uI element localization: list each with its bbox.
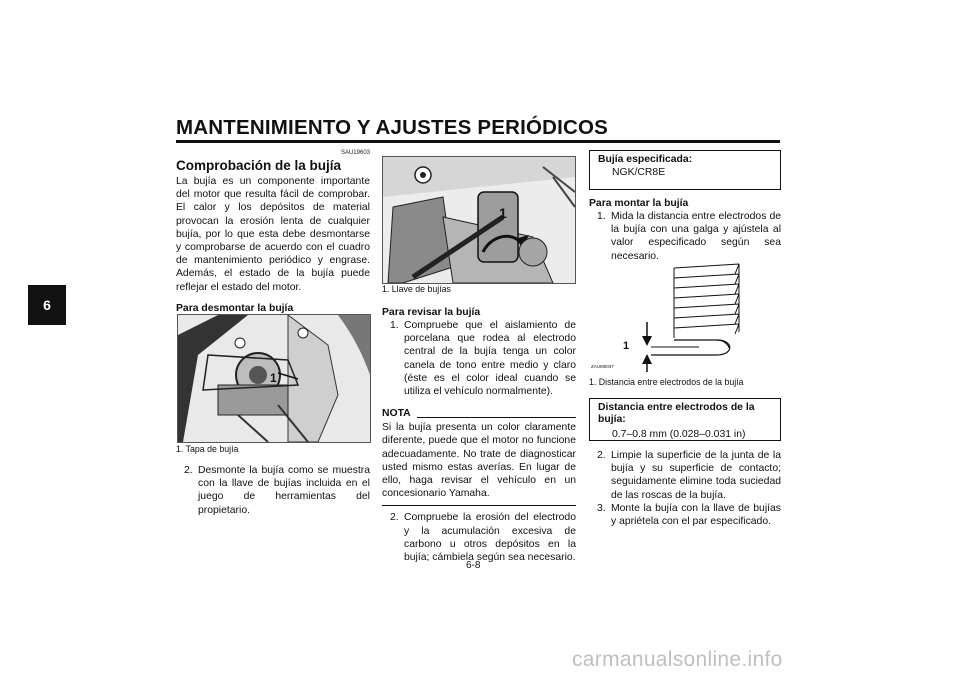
- install-heading: Para montar la bujía: [589, 198, 689, 209]
- intro-paragraph: La bujía es un componente importante del motor que resulta fácil de comprobar. El calor y los depósitos de material provocan la erosión lenta de cualquier bujía, por lo que esta debe desmontarse y comprobarse de acuerdo con el cuadro de mantenimiento periódico y engrase. Además, el estado de la bujía puede reflejar el estado del motor.: [176, 176, 370, 293]
- section-code: SAU19603: [340, 150, 370, 156]
- gap-spec-box: [589, 398, 781, 441]
- spark-plug-cap-figure: [177, 314, 371, 443]
- nota-label: NOTA: [382, 408, 411, 420]
- section-heading: Comprobación de la bujía: [176, 158, 342, 173]
- column-1-lower: [176, 444, 370, 517]
- figure-caption: 1. Tapa de bujía: [176, 444, 239, 454]
- column-2: [382, 284, 576, 564]
- spark-plug-gap-illustration: [589, 260, 781, 372]
- check-heading: Para revisar la bujía: [382, 307, 481, 318]
- wrench-illustration: [383, 157, 575, 283]
- gap-spec-value: 0.7–0.8 mm (0.028–0.031 in): [612, 429, 746, 440]
- page-title: MANTENIMIENTO Y AJUSTES PERIÓDICOS: [176, 116, 609, 139]
- column-1: [176, 150, 370, 328]
- spec-box: [589, 150, 781, 190]
- install-step-2: 2. Limpie la superficie de la junta de la bujía y su superficie de contacto; seguidamente elimine toda suciedad de las roscas de la bujía.: [597, 450, 781, 501]
- electrode-gap-figure: [589, 260, 781, 372]
- watermark: carmanualsonline.info: [572, 648, 783, 671]
- section-tab: 6: [28, 285, 66, 325]
- column-3-caption: [589, 377, 781, 388]
- figure-caption: 1. Distancia entre electrodos de la bujía: [589, 377, 744, 387]
- nota-text: Si la bujía presenta un color claramente diferente, puede que el motor no funcione adecuadamente. No trate de diagnosticar usted mismo estas averías. En lugar de ello, haga revisar el vehículo en un concesionario Yamaha.: [382, 422, 576, 500]
- title-rule: [176, 140, 780, 143]
- figure-callout: 1: [623, 340, 630, 352]
- nota-header: [382, 407, 576, 420]
- figure-callout: 1: [499, 205, 507, 221]
- check-step-1: 1. Compruebe que el aislamiento de porcelana que rodea al electrodo central de la bujía tenga un color canela de tono entre medio y claro (éste es el color ideal cuando se utiliza el vehículo normalmente).: [390, 320, 576, 398]
- nota-end-rule: [382, 505, 576, 506]
- column-3: [589, 197, 781, 263]
- spec-value: NGK/CR8E: [612, 167, 666, 178]
- spec-title: Bujía especificada:: [598, 154, 693, 165]
- figure-code: ZAUM0037: [591, 364, 614, 369]
- gap-spec-title: Distancia entre electrodos de la bujía:: [598, 402, 755, 425]
- remove-heading: Para desmontar la bujía: [176, 302, 294, 314]
- figure-caption: 1. Llave de bujías: [382, 284, 451, 294]
- install-step-1: 1. Mida la distancia entre electrodos de la bujía con una galga y ajústela al valor especificado según sea necesario.: [597, 211, 781, 262]
- spark-plug-wrench-figure: [382, 156, 576, 284]
- remove-step-2: 2. Desmonte la bujía como se muestra con la llave de bujías incluida en el juego de herramientas del propietario.: [184, 465, 370, 516]
- page-number: 6-8: [466, 560, 481, 571]
- check-step-2: 2. Compruebe la erosión del electrodo y la acumulación excesiva de carbono u otros depósitos en la bujía; cámbiela según sea necesario.: [390, 512, 576, 564]
- column-3-lower: [589, 449, 781, 528]
- figure-callout: 1: [270, 371, 277, 385]
- install-step-3: 3. Monte la bujía con la llave de bujías y apriétela con el par especificado.: [597, 502, 781, 528]
